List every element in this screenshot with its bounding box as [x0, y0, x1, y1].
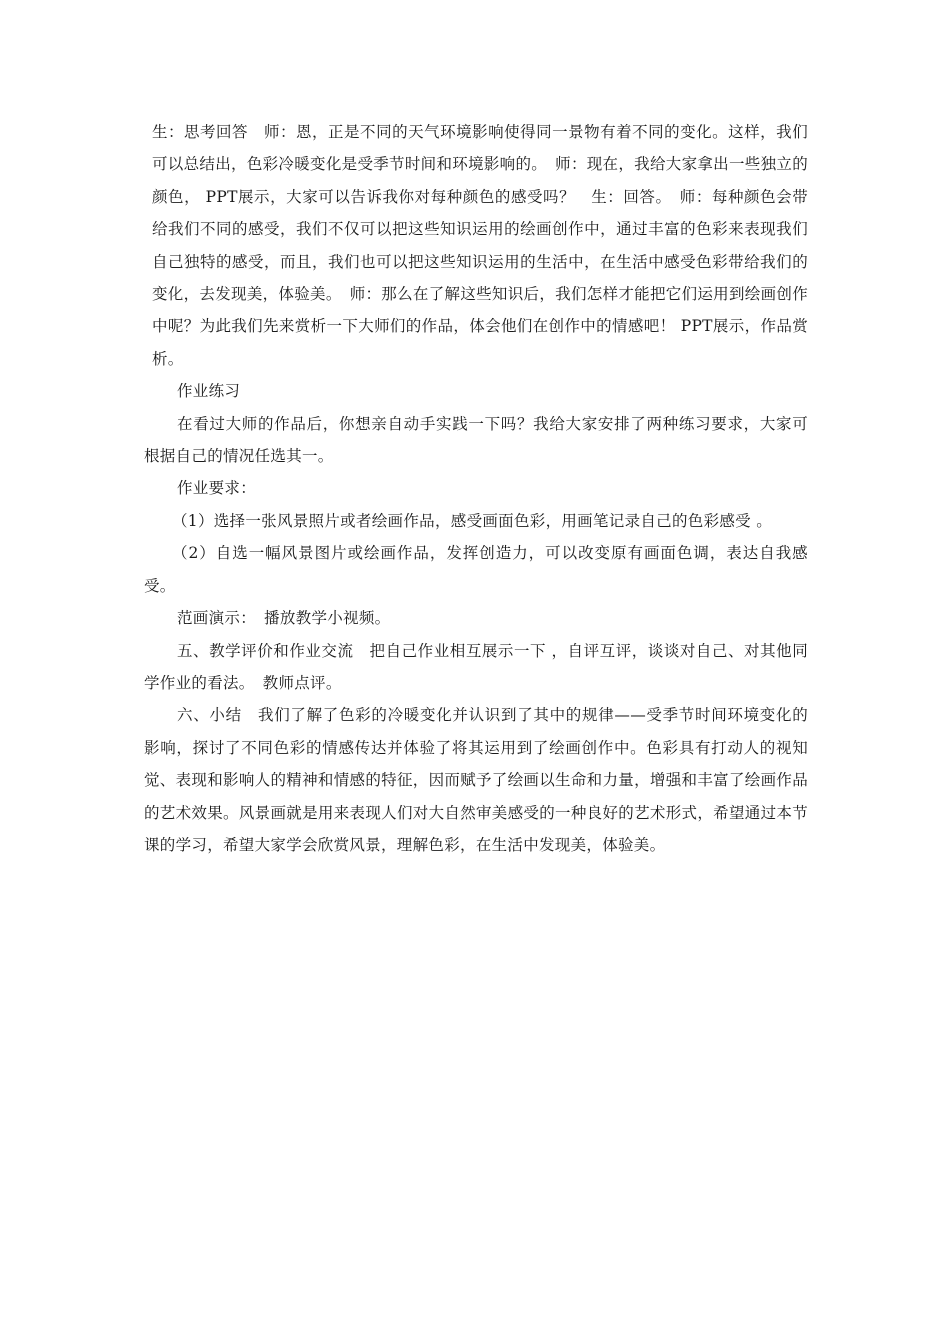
- paragraph-evaluation: 五、教学评价和作业交流 把自己作业相互展示一下 ，自评互评，谈谈对自己、对其他同学作业的看法。 教师点评。: [144, 641, 808, 692]
- paragraph-homework-heading: 作业练习: [177, 382, 241, 401]
- paragraph-demo: 范画演示： 播放教学小视频。: [177, 609, 391, 628]
- paragraph-summary: 六、小结 我们了解了色彩的冷暖变化并认识到了其中的规律——受季节时间环境变化的影响，探讨了不同色彩的情感传达并体验了将其运用到了绘画创作中。色彩具有打动人的视知觉、表现和影响人的精神和情感的特征，因而赋予了绘画以生命和力量，增强和丰富了绘画作品的艺术效果。风景画就是用来表现人们对大自然审美感受的一种良好的艺术形式，希望通过本节课的学习，希望大家学会欣赏风景，理解色彩，在生活中发现美，体验美。: [144, 706, 808, 854]
- paragraph-homework-intro: 在看过大师的作品后，你想亲自动手实践一下吗？我给大家安排了两种练习要求，大家可根据自己的情况任选其一。: [144, 414, 808, 466]
- paragraph-dialogue: 生：思考回答 师：恩，正是不同的天气环境影响使得同一景物有着不同的变化。这样，我们可以总结出，色彩冷暖变化是受季节时间和环境影响的。 师：现在，我给大家拿出一些独立的颜色， PPT展示，大家可以告诉我你对每种颜色的感受吗？ 生：回答。 师：每种颜色会带给我们不同的感受，我们不仅可以把这些知识运用的绘画创作中，通过丰富的色彩来表现我们自己独特的感受，而且，我们也可以把这些知识运用的生活中，在生活中感受色彩带给我们的变化，去发现美，体验美。 师：那么在了解这些知识后，我们怎样才能把它们运用到绘画创作中呢？为此我们先来赏析一下大师们的作品，体会他们在创作中的情感吧！ PPT展示，作品赏析。: [152, 123, 808, 368]
- document-body: [144, 116, 808, 861]
- paragraph-requirement-2: （2）自选一幅风景图片或绘画作品，发挥创造力，可以改变原有画面色调，表达自我感受。: [144, 544, 808, 595]
- paragraph-homework-requirements: 作业要求：: [177, 479, 257, 498]
- paragraph-requirement-1: （1）选择一张风景照片或者绘画作品，感受画面色彩，用画笔记录自己的色彩感受 。: [172, 511, 772, 530]
